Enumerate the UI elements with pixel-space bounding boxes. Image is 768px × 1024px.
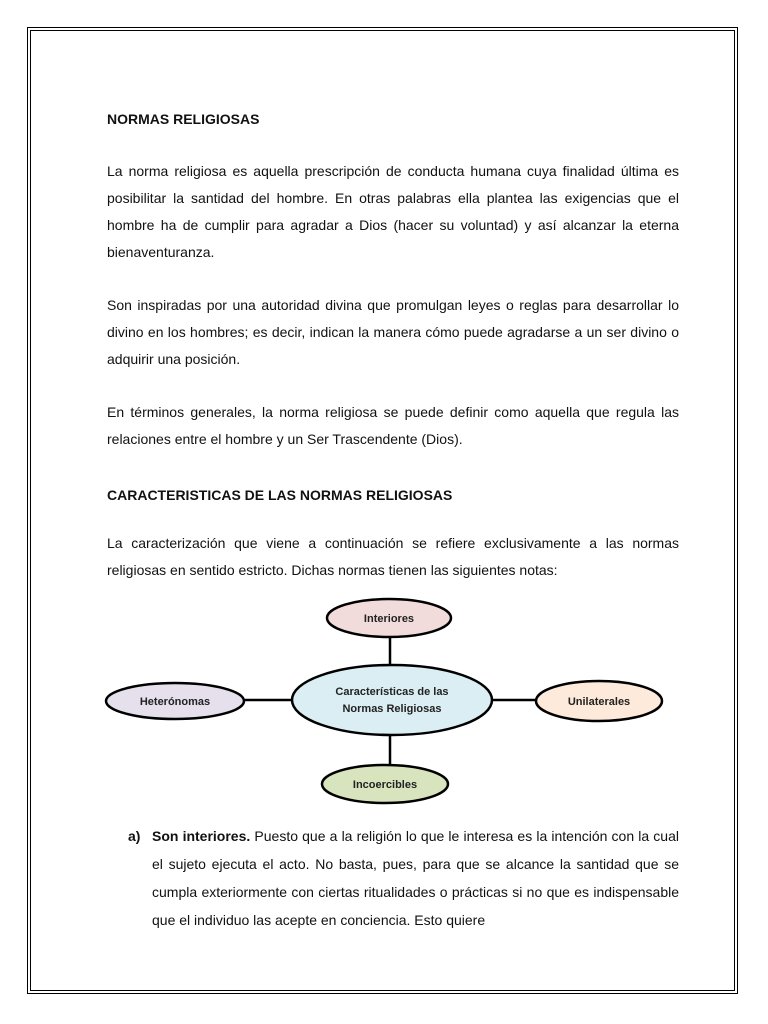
- paragraph-2: Son inspiradas por una autoridad divina que promulgan leyes o reglas para desarrollar lo divino en los hombres; es decir, indican la manera cómo puede agradarse a un ser divino o adquirir una posición.: [107, 297, 679, 367]
- list-item-a: [128, 822, 679, 934]
- node-center: [292, 665, 492, 735]
- list-marker: a): [128, 828, 141, 844]
- paragraph-1: La norma religiosa es aquella prescripción de conducta humana cuya finalidad última es posibilitar la santidad del hombre. En otras palabras ella plantea las exigencias que el hombre ha de cumplir para agradar a Dios (hacer su voluntad) y así alcanzar la eterna bienaventuranza.: [107, 163, 679, 260]
- list-item-body: [152, 822, 679, 934]
- paragraph-3: En términos generales, la norma religiosa se puede definir como aquella que regula las relaciones entre el hombre y un Ser Trascendente (Dios).: [107, 404, 679, 447]
- node-left-label: Heterónomas: [139, 696, 211, 708]
- node-bottom-label: Incoercibles: [352, 779, 418, 791]
- list-item-text: Puesto que a la religión lo que le interesa es la intención con la cual el sujeto ejecuta el acto. No basta, pues, para que se alcance la santidad que se cumpla exteriormente con ciertas ritualidades o prácticas si no que es indispensable que el individuo las acepte en conciencia. Esto quiere: [152, 828, 679, 928]
- list-item-lead: Son interiores.: [152, 828, 251, 844]
- node-center-label-2: Normas Religiosas: [342, 703, 442, 715]
- characteristics-diagram: [100, 597, 670, 807]
- heading-caracteristicas: CARACTERISTICAS DE LAS NORMAS RELIGIOSAS: [107, 487, 453, 503]
- heading-normas-religiosas: NORMAS RELIGIOSAS: [107, 111, 260, 127]
- node-center-label-1: Características de las: [335, 686, 449, 698]
- node-right-label: Unilaterales: [567, 696, 631, 708]
- paragraph-intro: La caracterización que viene a continuación se refiere exclusivamente a las normas religiosas en sentido estricto. Dichas normas tienen las siguientes notas:: [107, 535, 679, 578]
- node-top-label: Interiores: [363, 613, 415, 625]
